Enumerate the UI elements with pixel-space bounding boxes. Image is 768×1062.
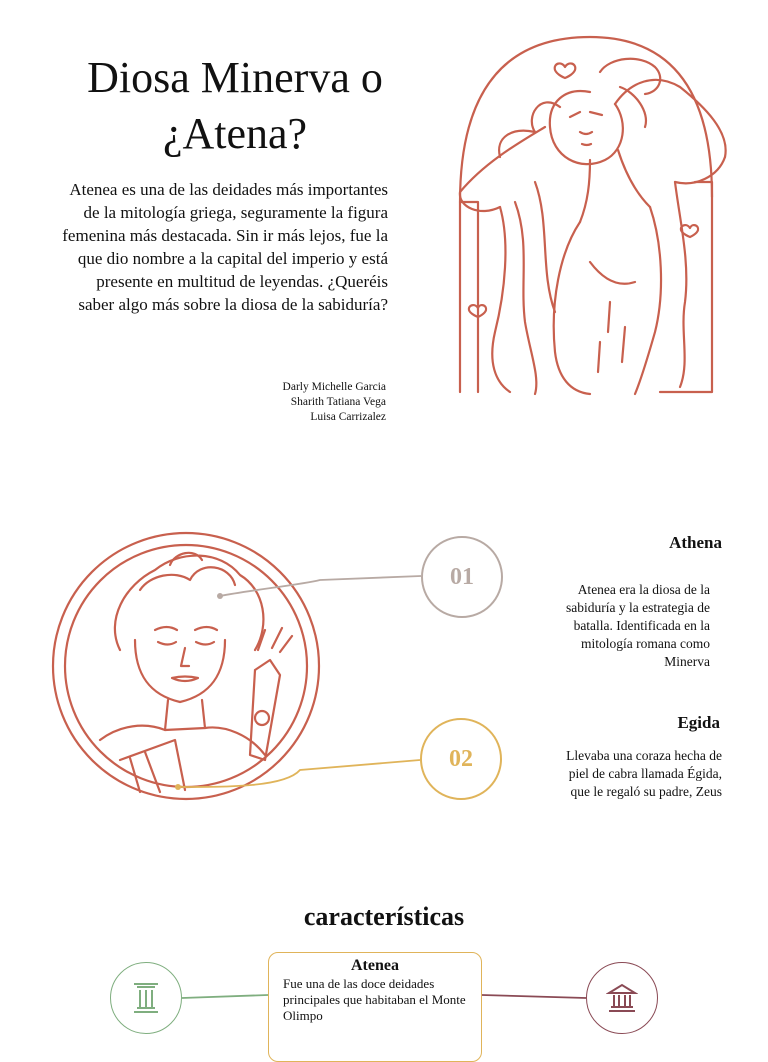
card-text: Fue una de las doce deidades principales que habitaban el Monte Olimpo [283,976,466,1023]
title-line-1: Diosa Minerva o [87,53,383,102]
author-name: Darly Michelle Garcia [282,381,386,393]
characteristics-title: características [303,902,465,931]
column-icon [131,981,161,1015]
temple-icon-circle [586,962,658,1034]
author-name: Luisa Carrizalez [310,411,386,423]
characteristic-card [268,952,482,1062]
author-name: Sharith Tatiana Vega [290,396,386,408]
timeline-text: Atenea era la diosa de la sabiduría y la estrategia de batalla. Identificada en la mitología romana como Minerva [566,582,710,669]
temple-icon [606,982,638,1014]
timeline-text: Llevaba una coraza hecha de piel de cabra llamada Égida, que le regaló su padre, Zeus [566,748,722,799]
intro-paragraph: Atenea es una de las deidades más importantes de la mitología griega, seguramente la figura femenina más destacada. Sin ir más lejos, fue la que dio nombre a la capital del imperio y está presente en multitud de leyendas. ¿Queréis saber algo más sobre la diosa de la sabiduría? [62,180,388,314]
timeline-heading: Egida [677,713,720,732]
title-line-2: ¿Atena? [162,109,308,158]
card-title: Atenea [351,957,399,974]
column-icon-circle [110,962,182,1034]
timeline-heading: Athena [669,533,722,552]
timeline-number-01: 01 [421,536,503,618]
timeline-number-02: 02 [420,718,502,800]
